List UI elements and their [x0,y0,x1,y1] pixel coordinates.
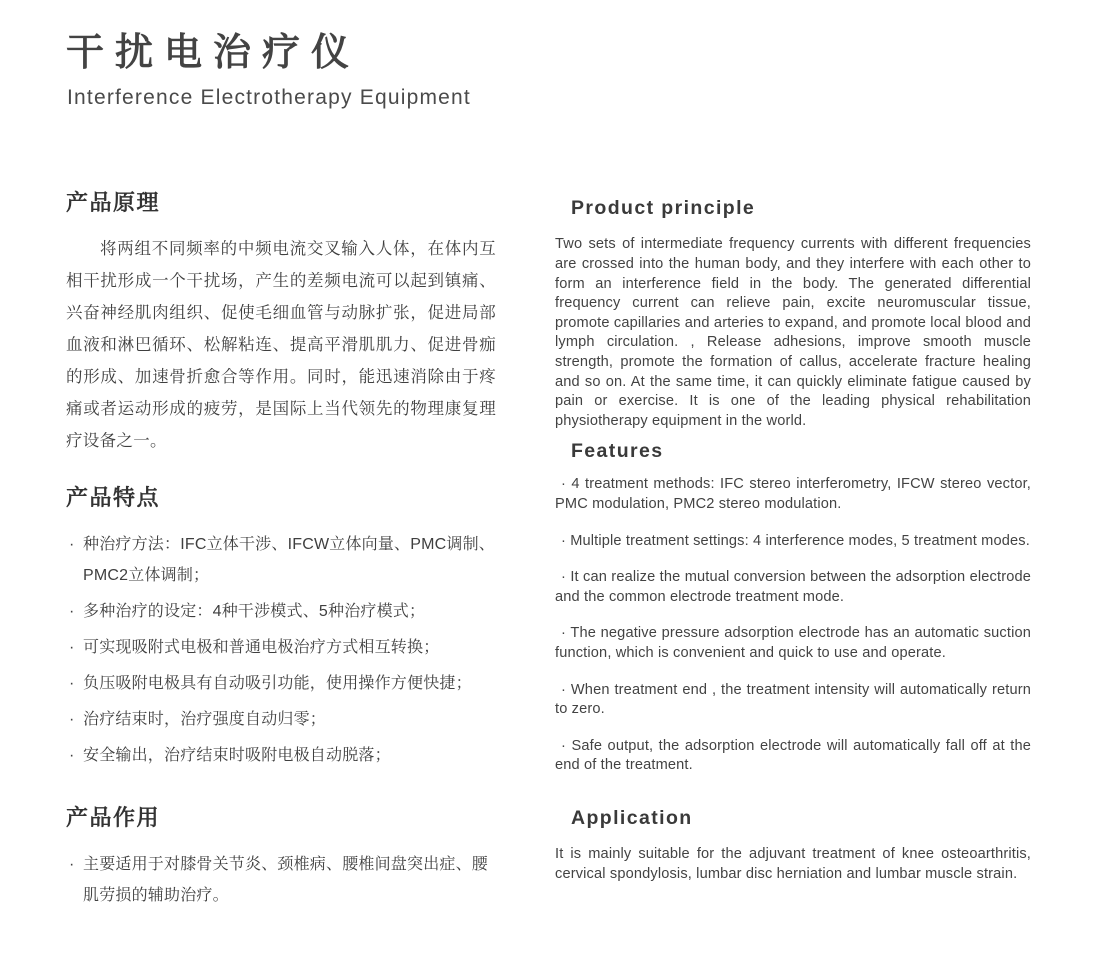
list-product-features-en [555,475,1031,776]
section-application-cn [66,805,496,916]
section-product-principle-cn [66,190,496,457]
heading-product-features-cn: 产品特点 [66,485,161,510]
list-item: · It can realize the mutual conversion between the adsorption electrode and the common electrode treatment mode. [555,569,1031,605]
list-item: · The negative pressure adsorption electrode has an automatic suction function, which is convenient and quick to use and operate. [555,625,1031,661]
body-product-principle-cn: 将两组不同频率的中频电流交叉输入人体，在体内互相干扰形成一个干扰场，产生的差频电流可以起到镇痛、兴奋神经肌肉组织、促使毛细血管与动脉扩张，促进局部血液和淋巴循环、松解粘连、提高平滑肌肌力、促进骨痂的形成、加速骨折愈合等作用。同时，能迅速消除由于疼痛或者运动形成的疲劳，是国际上当代领先的物理康复理疗设备之一。 [66,240,496,451]
list-item: · 负压吸附电极具有自动吸引功能，使用操作方便快捷； [66,668,496,699]
list-item: · When treatment end , the treatment intensity will automatically return to zero. [555,681,1031,718]
body-application-en: It is mainly suitable for the adjuvant treatment of knee osteoarthritis, cervical spondylosis, lumbar disc herniation and lumbar muscle strain. [555,846,1031,882]
list-application-cn [66,849,496,911]
list-item: · Safe output, the adsorption electrode will automatically fall off at the end of the treatment. [555,737,1031,774]
heading-application-en: Application [571,807,693,829]
body-product-principle-en: Two sets of intermediate frequency currents with different frequencies are crossed into the human body, and they interfere with each other to form an interference field in the body. The generated differential frequency current can relieve pain, excite neuromuscular tissue, promote capillaries and arteries to expand, and promote local blood and lymph circulation. , Release adhesions, improve smooth muscle strength, promote the formation of callus, accelerate fracture healing and so on. At the same time, it can quickly eliminate fatigue caused by pain or exercise. It is one of the leading physical rehabilitation physiotherapy equipment in the world. [555,236,1031,429]
list-item: · 治疗结束时，治疗强度自动归零； [66,704,496,735]
page-subtitle: Interference Electrotherapy Equipment [67,86,471,110]
heading-product-principle-cn: 产品原理 [66,190,161,215]
section-product-features-cn [66,485,496,776]
list-item: · Multiple treatment settings: 4 interference modes, 5 treatment modes. [561,532,1030,549]
list-product-features-cn [66,529,496,771]
section-application-en [555,807,1031,885]
section-product-principle-en [555,197,1031,431]
page-header [66,30,1026,112]
list-item: · 4 treatment methods: IFC stereo interferometry, IFCW stereo vector, PMC modulation, PMC2 stereo modulation. [555,476,1031,512]
list-item: · 种治疗方法：IFC立体干涉、IFCW立体向量、PMC调制、PMC2立体调制； [66,529,496,591]
list-item: · 可实现吸附式电极和普通电极治疗方式相互转换； [66,632,496,663]
list-item: · 安全输出，治疗结束时吸附电极自动脱落； [66,740,496,771]
list-item: · 主要适用于对膝骨关节炎、颈椎病、腰椎间盘突出症、腰肌劳损的辅助治疗。 [66,849,496,911]
section-product-features-en [555,440,1031,776]
heading-application-cn: 产品作用 [66,805,161,830]
list-item: · 多种治疗的设定：4种干涉模式、5种治疗模式； [66,596,496,627]
heading-product-principle-en: Product principle [571,197,756,219]
heading-product-features-en: Features [571,440,664,462]
page-title: 干扰电治疗仪 [66,32,361,74]
